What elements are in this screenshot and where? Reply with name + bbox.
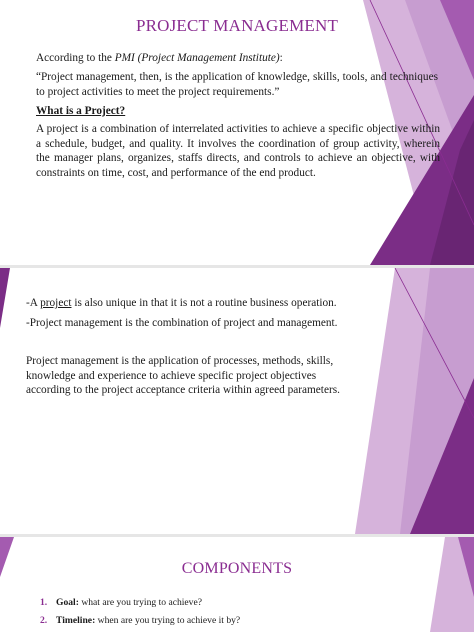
item-number: 1.: [40, 597, 48, 608]
intro-prefix: According to the: [36, 52, 115, 64]
pm-definition: Project management is the application of processes, methods, skills, knowledge and experience to achieve specific project objectives according to the project acceptance criteria within agreed parameters.: [26, 355, 340, 397]
item-text: what are you trying to achieve?: [78, 597, 202, 608]
item-number: 2.: [40, 615, 48, 626]
item-label: Timeline:: [56, 615, 96, 626]
components-list: [40, 594, 240, 630]
line1-prefix: -A: [26, 297, 41, 309]
project-definition: A project is a combination of interrelated activities to achieve a specific objective within a schedule, budget, and quality. It involves the coordination of group activity, wherein the manager plans, organizes, staffs directs, and controls to achieve an objective, with constraints on time, cost, and performance of the end product.: [36, 123, 440, 179]
pmi-quote: “Project management, then, is the application of knowledge, skills, tools, and techniques to project activities to meet the project requirements.”: [36, 71, 438, 98]
project-link[interactable]: project: [40, 297, 72, 309]
item-label: Goal:: [56, 597, 79, 608]
unique-line: [26, 296, 426, 311]
intro-line: [36, 51, 436, 66]
item-text: when are you trying to achieve it by?: [95, 615, 241, 626]
page-title: PROJECT MANAGEMENT: [135, 16, 339, 35]
combination-line: -Project management is the combination of project and management.: [26, 317, 338, 329]
list-item: [40, 612, 240, 630]
line1-suffix: is also unique in that it is not a routine business operation.: [71, 297, 337, 309]
intro-source: PMI (Project Management Institute): [114, 52, 280, 64]
list-item: [40, 594, 240, 612]
components-title: COMPONENTS: [181, 560, 293, 577]
section-heading: What is a Project?: [36, 105, 126, 117]
intro-suffix: :: [279, 52, 283, 64]
slide-2: [0, 268, 474, 534]
slide-1: [0, 0, 474, 265]
